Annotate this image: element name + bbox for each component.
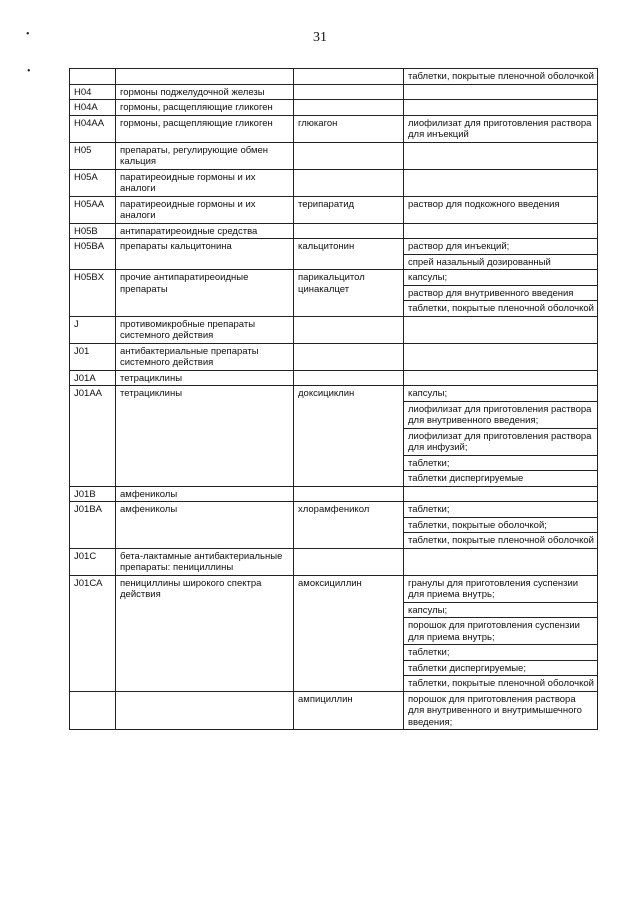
group-name-cell [116, 69, 294, 85]
inn-cell [294, 84, 404, 100]
group-name-cell: амфениколы [116, 486, 294, 502]
inn-cell [294, 370, 404, 386]
dosage-form-cell: лиофилизат для приготовления раствора для внутривенного введения; [404, 401, 598, 428]
table-row [70, 370, 598, 386]
inn-cell: парикальцитол цинакалцет [294, 270, 404, 317]
atc-code-cell [70, 691, 116, 730]
dosage-form-cell: лиофилизат для приготовления раствора для инфузий; [404, 428, 598, 455]
dosage-form-cell: капсулы; [404, 270, 598, 286]
table-row [70, 115, 598, 142]
atc-code-cell: H05B [70, 223, 116, 239]
inn-cell [294, 223, 404, 239]
table-row [70, 343, 598, 370]
table-row [70, 196, 598, 223]
inn-cell [294, 316, 404, 343]
table-row [70, 691, 598, 730]
table-row [70, 502, 598, 518]
atc-code-cell: H05A [70, 169, 116, 196]
dosage-form-cell [404, 169, 598, 196]
group-name-cell: паратиреоидные гормоны и их аналоги [116, 169, 294, 196]
atc-code-cell: J01 [70, 343, 116, 370]
atc-code-cell: H04A [70, 100, 116, 116]
dosage-form-cell [404, 316, 598, 343]
table-body [70, 69, 598, 730]
dosage-form-cell: таблетки; [404, 645, 598, 661]
table-row [70, 142, 598, 169]
drug-classification-table [69, 68, 598, 730]
dosage-form-cell: порошок для приготовления раствора для внутривенного и внутримышечного введения; [404, 691, 598, 730]
table-row [70, 316, 598, 343]
inn-cell: доксициклин [294, 386, 404, 487]
dosage-form-cell [404, 370, 598, 386]
dosage-form-cell [404, 343, 598, 370]
table-row [70, 548, 598, 575]
table-row [70, 386, 598, 402]
scan-dot-mark: • [27, 66, 31, 77]
dosage-form-cell: лиофилизат для приготовления раствора для инъекций [404, 115, 598, 142]
dosage-form-cell: таблетки, покрытые оболочкой; [404, 517, 598, 533]
dosage-form-cell: порошок для приготовления суспензии для приема внутрь; [404, 618, 598, 645]
inn-cell [294, 142, 404, 169]
atc-code-cell: H05BX [70, 270, 116, 317]
dosage-form-cell: гранулы для приготовления суспензии для приема внутрь; [404, 575, 598, 602]
atc-code-cell [70, 69, 116, 85]
dosage-form-cell: таблетки; [404, 502, 598, 518]
group-name-cell: противомикробные препараты системного действия [116, 316, 294, 343]
inn-cell [294, 69, 404, 85]
table-row [70, 486, 598, 502]
inn-cell [294, 548, 404, 575]
table-row [70, 239, 598, 255]
dosage-form-cell: таблетки диспергируемые [404, 471, 598, 487]
dosage-form-cell: таблетки диспергируемые; [404, 660, 598, 676]
atc-code-cell: J01CA [70, 575, 116, 691]
atc-code-cell: H05AA [70, 196, 116, 223]
dosage-form-cell [404, 486, 598, 502]
atc-code-cell: J01C [70, 548, 116, 575]
group-name-cell: тетрациклины [116, 370, 294, 386]
atc-code-cell: J01B [70, 486, 116, 502]
group-name-cell: амфениколы [116, 502, 294, 549]
group-name-cell: прочие антипаратиреоидные препараты [116, 270, 294, 317]
inn-cell [294, 169, 404, 196]
group-name-cell: тетрациклины [116, 386, 294, 487]
table-row [70, 100, 598, 116]
group-name-cell: антипаратиреоидные средства [116, 223, 294, 239]
inn-cell: амоксициллин [294, 575, 404, 691]
table-row [70, 270, 598, 286]
scan-dot-mark: • [26, 29, 30, 40]
inn-cell: хлорамфеникол [294, 502, 404, 549]
dosage-form-cell: таблетки, покрытые пленочной оболочкой [404, 69, 598, 85]
group-name-cell: гормоны, расщепляющие гликоген [116, 115, 294, 142]
dosage-form-cell [404, 100, 598, 116]
table-row [70, 223, 598, 239]
inn-cell [294, 100, 404, 116]
group-name-cell: гормоны поджелудочной железы [116, 84, 294, 100]
dosage-form-cell: раствор для инъекций; [404, 239, 598, 255]
inn-cell: глюкагон [294, 115, 404, 142]
dosage-form-cell: таблетки; [404, 455, 598, 471]
inn-cell [294, 486, 404, 502]
inn-cell: кальцитонин [294, 239, 404, 270]
atc-code-cell: J01A [70, 370, 116, 386]
atc-code-cell: H04 [70, 84, 116, 100]
dosage-form-cell: таблетки, покрытые пленочной оболочкой [404, 676, 598, 692]
group-name-cell: препараты кальцитонина [116, 239, 294, 270]
inn-cell [294, 343, 404, 370]
atc-code-cell: J [70, 316, 116, 343]
atc-code-cell: J01AA [70, 386, 116, 487]
dosage-form-cell [404, 84, 598, 100]
group-name-cell: паратиреоидные гормоны и их аналоги [116, 196, 294, 223]
dosage-form-cell: раствор для подкожного введения [404, 196, 598, 223]
dosage-form-cell [404, 548, 598, 575]
group-name-cell: бета-лактамные антибактериальные препараты: пенициллины [116, 548, 294, 575]
dosage-form-cell: капсулы; [404, 602, 598, 618]
dosage-form-cell: таблетки, покрытые пленочной оболочкой [404, 533, 598, 549]
dosage-form-cell [404, 223, 598, 239]
inn-cell: ампициллин [294, 691, 404, 730]
group-name-cell: препараты, регулирующие обмен кальция [116, 142, 294, 169]
table-row [70, 575, 598, 602]
table-row [70, 84, 598, 100]
dosage-form-cell [404, 142, 598, 169]
group-name-cell [116, 691, 294, 730]
atc-code-cell: H05 [70, 142, 116, 169]
dosage-form-cell: капсулы; [404, 386, 598, 402]
dosage-form-cell: раствор для внутривенного введения [404, 285, 598, 301]
page-number: 31 [313, 30, 327, 45]
group-name-cell: гормоны, расщепляющие гликоген [116, 100, 294, 116]
atc-code-cell: J01BA [70, 502, 116, 549]
table-row [70, 69, 598, 85]
atc-code-cell: H05BA [70, 239, 116, 270]
group-name-cell: пенициллины широкого спектра действия [116, 575, 294, 691]
atc-code-cell: H04AA [70, 115, 116, 142]
inn-cell: терипаратид [294, 196, 404, 223]
dosage-form-cell: спрей назальный дозированный [404, 254, 598, 270]
table-row [70, 169, 598, 196]
group-name-cell: антибактериальные препараты системного действия [116, 343, 294, 370]
dosage-form-cell: таблетки, покрытые пленочной оболочкой [404, 301, 598, 317]
